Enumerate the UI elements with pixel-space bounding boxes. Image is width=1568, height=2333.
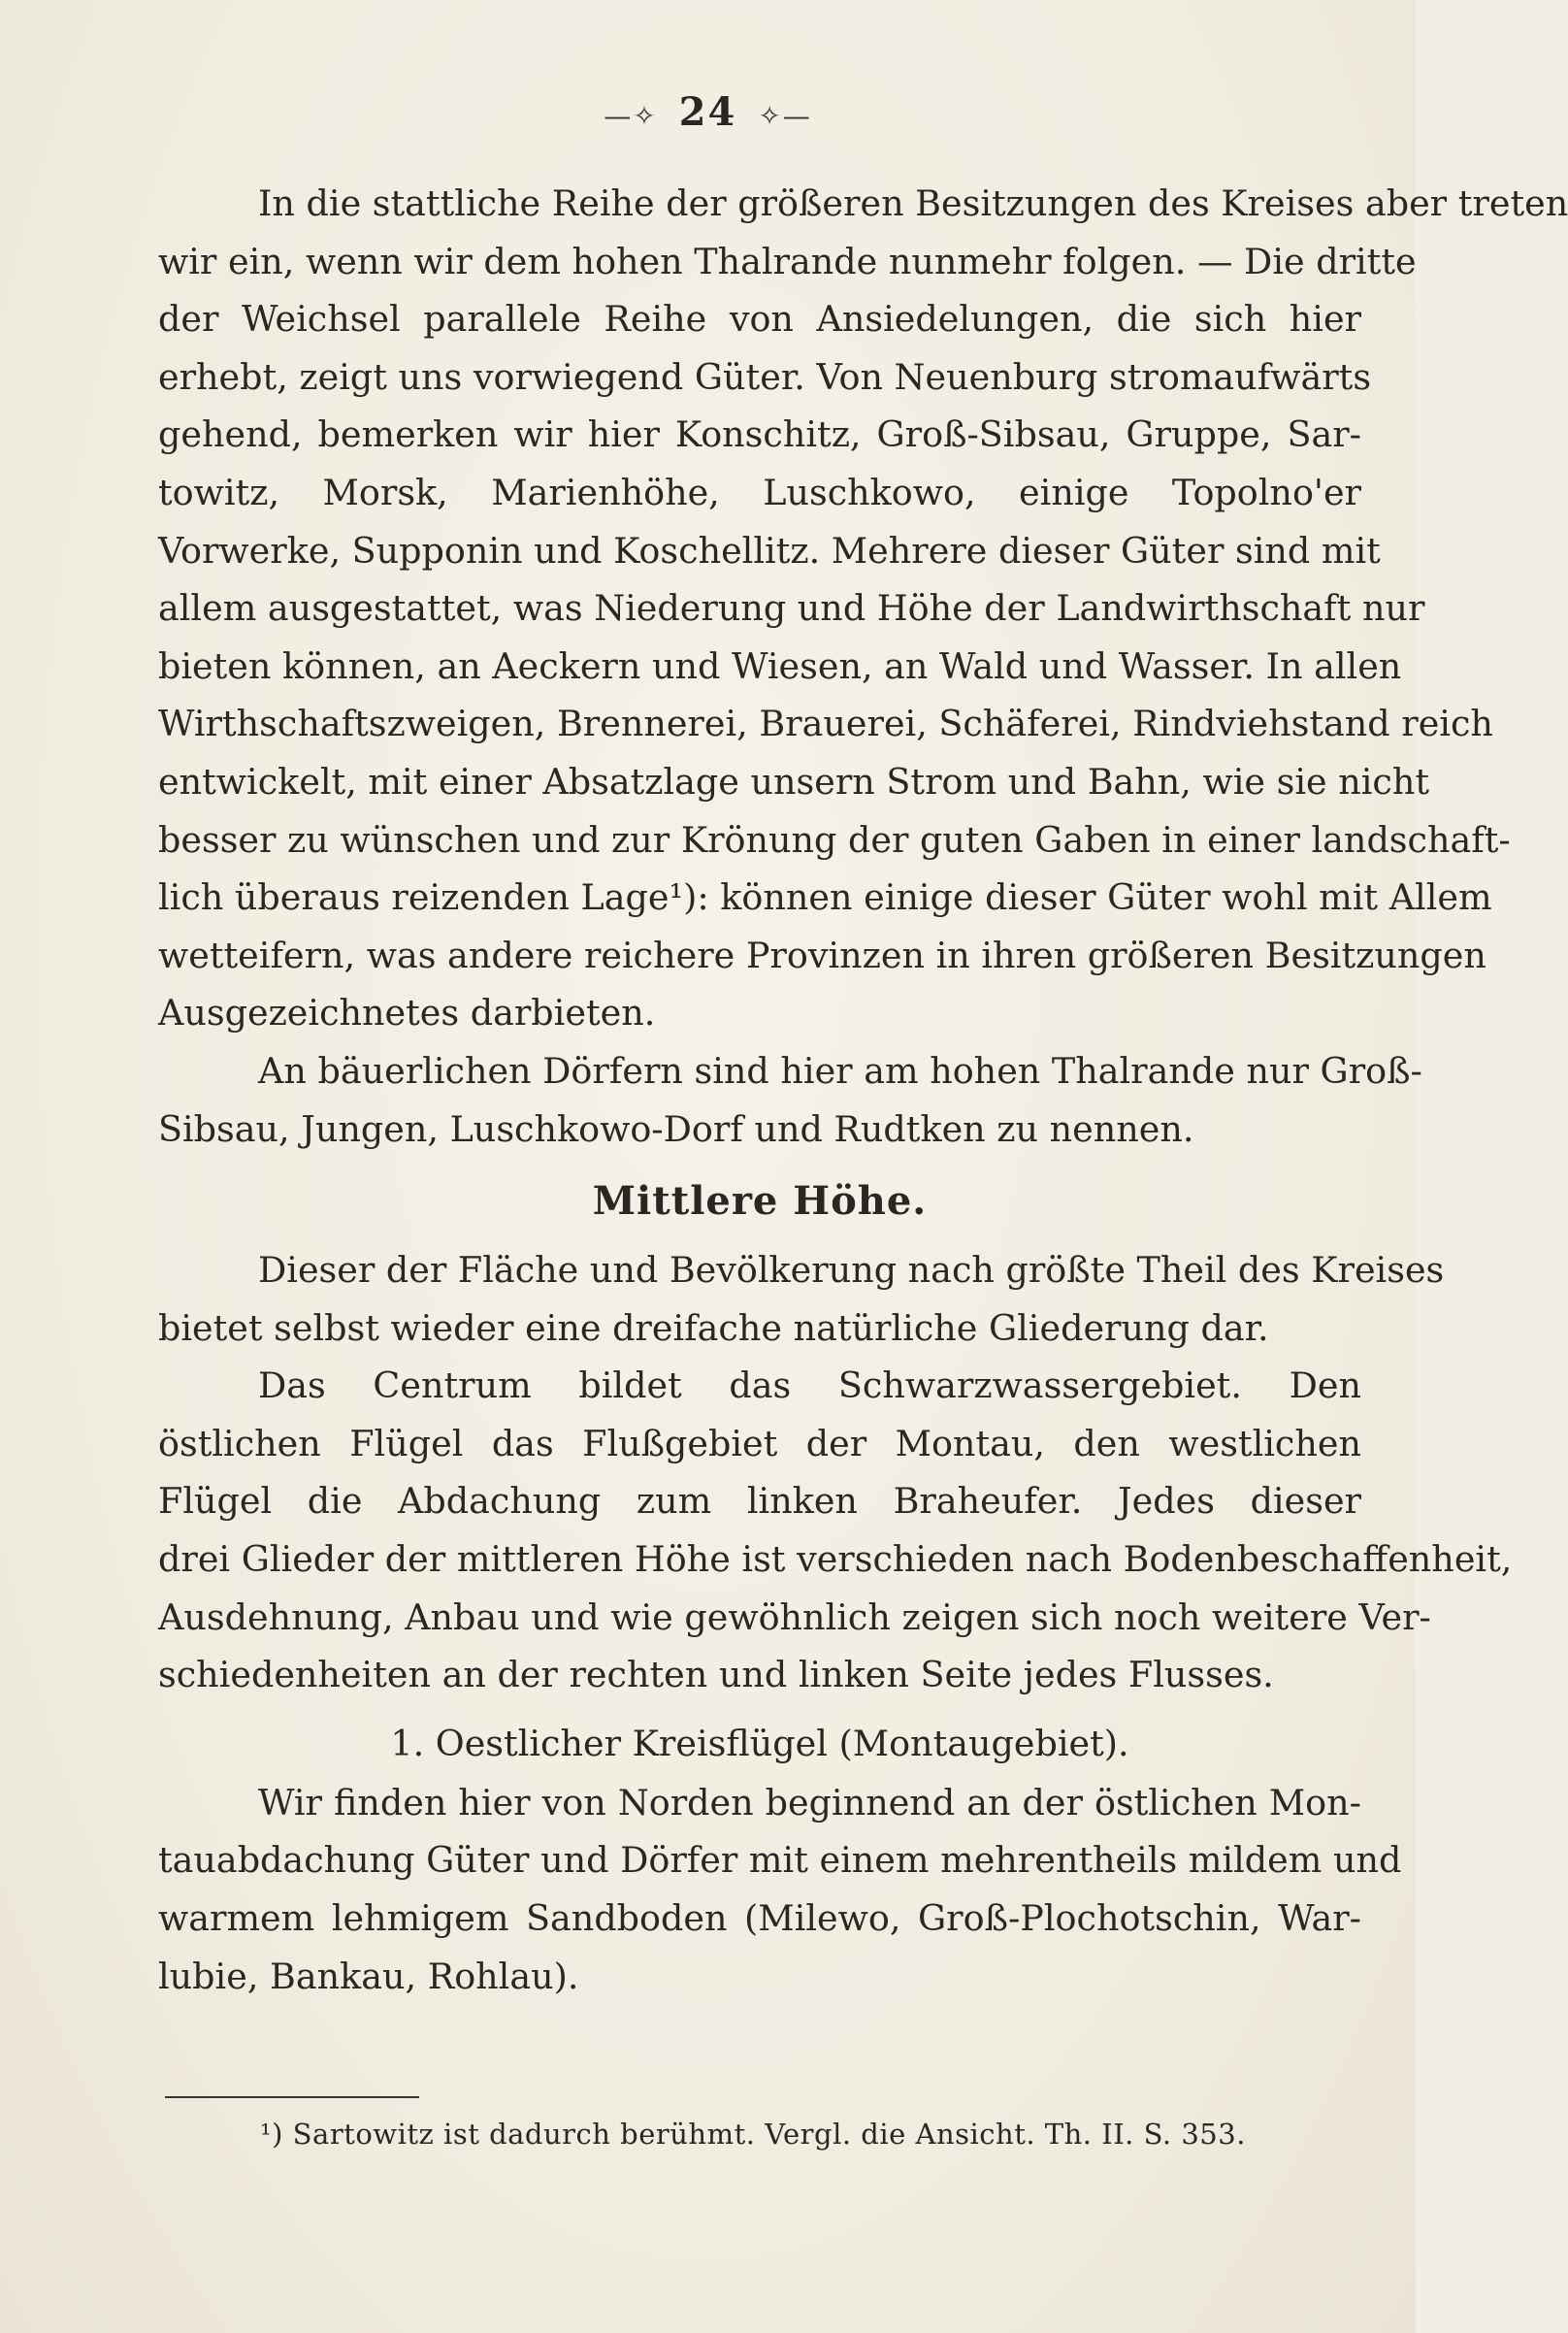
text-line: östlichen Flügel das Flußgebiet der Montau, den westlichen — [158, 1422, 1361, 1464]
text-line: lich überaus reizenden Lage¹): können einige dieser Güter wohl mit Allem — [158, 876, 1492, 919]
page-header — [0, 89, 1416, 135]
text-line: der Weichsel parallele Reihe von Ansiedelungen, die sich hier — [158, 298, 1361, 341]
text-line: Dieser der Fläche und Bevölkerung nach größte Theil des Kreises — [258, 1249, 1445, 1292]
body-text — [158, 175, 1568, 2005]
section-heading: Mittlere Höhe. — [592, 1178, 928, 1225]
text-line: drei Glieder der mittleren Höhe ist verschieden nach Bodenbeschaffenheit, — [158, 1538, 1513, 1581]
page-number: 24 — [678, 89, 737, 135]
subsection-paragraph — [158, 1774, 1402, 2005]
footnote-rule — [165, 2096, 419, 2098]
text-line: wir ein, wenn wir dem hohen Thalrande nunmehr folgen. — Die dritte — [158, 240, 1417, 282]
text-line: Ausdehnung, Anbau und wie gewöhnlich zeigen sich noch weitere Ver- — [158, 1595, 1431, 1638]
section-paragraph-1 — [158, 1241, 1445, 1357]
text-line: erhebt, zeigt uns vorwiegend Güter. Von Neuenburg stromaufwärts — [158, 355, 1372, 398]
text-line: bieten können, an Aeckern und Wiesen, an Wald und Wasser. In allen — [158, 644, 1402, 687]
intro-paragraph — [158, 175, 1568, 1042]
text-line: besser zu wünschen und zur Krönung der guten Gaben in einer landschaft- — [158, 818, 1511, 861]
text-line: bietet selbst wieder eine dreifache natürliche Gliederung dar. — [158, 1306, 1269, 1349]
text-line: gehend, bemerken wir hier Konschitz, Groß-Sibsau, Gruppe, Sar- — [158, 413, 1361, 456]
text-line: Sibsau, Jungen, Luschkowo-Dorf und Rudtken zu nennen. — [158, 1107, 1194, 1150]
text-line: Wir finden hier von Norden beginnend an der östlichen Mon- — [258, 1781, 1361, 1824]
text-line: towitz, Morsk, Marienhöhe, Luschkowo, einige Topolno'er — [158, 471, 1361, 513]
text-line: wetteifern, was andere reichere Provinzen in ihren größeren Besitzungen — [158, 934, 1486, 976]
text-line: Flügel die Abdachung zum linken Braheufer. Jedes dieser — [158, 1480, 1361, 1523]
header-left-ornament: —✧ — [604, 100, 658, 132]
footnote: ¹) Sartowitz ist dadurch berühmt. Vergl. die Ansicht. Th. II. S. 353. — [260, 2118, 1246, 2151]
text-line: lubie, Bankau, Rohlau). — [158, 1955, 579, 1997]
village-paragraph — [158, 1042, 1422, 1158]
text-line: Wirthschaftszweigen, Brennerei, Brauerei, Schäferei, Rindviehstand reich — [158, 703, 1493, 745]
text-line: Vorwerke, Supponin und Koschellitz. Mehrere dieser Güter sind mit — [158, 529, 1381, 572]
text-line: entwickelt, mit einer Absatzlage unsern Strom und Bahn, wie sie nicht — [158, 760, 1430, 803]
text-line: Das Centrum bildet das Schwarzwassergebiet. Den — [258, 1364, 1361, 1407]
text-line: Ausgezeichnetes darbieten. — [158, 992, 656, 1035]
text-line: warmem lehmigem Sandboden (Milewo, Groß-Plochotschin, War- — [158, 1897, 1361, 1940]
text-line: schiedenheiten an der rechten und linken Seite jedes Flusses. — [158, 1654, 1274, 1696]
text-line: allem ausgestattet, was Niederung und Höhe der Landwirthschaft nur — [158, 587, 1425, 630]
subsection-heading: 1. Oestlicher Kreisflügel (Montaugebiet). — [390, 1722, 1129, 1764]
text-line: tauabdachung Güter und Dörfer mit einem mehrentheils mildem und — [158, 1839, 1402, 1882]
header-right-ornament: ✧— — [758, 100, 812, 132]
text-line: An bäuerlichen Dörfern sind hier am hohen Thalrande nur Groß- — [258, 1049, 1422, 1092]
text-line: In die stattliche Reihe der größeren Besitzungen des Kreises aber treten — [258, 182, 1568, 224]
section-paragraph-2 — [158, 1357, 1513, 1704]
